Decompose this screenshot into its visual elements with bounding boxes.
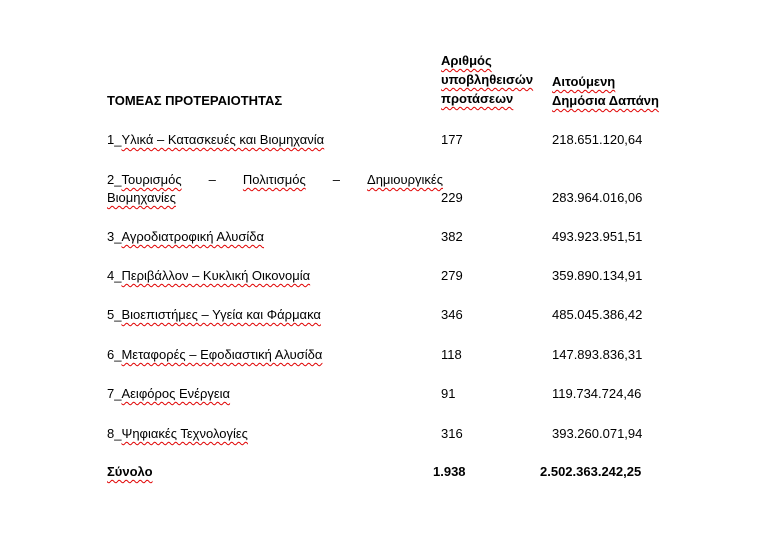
row-label xyxy=(107,171,443,189)
row-spending: 359.890.134,91 xyxy=(552,268,643,283)
header-proposals-line3: προτάσεων xyxy=(441,91,514,106)
row-spending: 218.651.120,64 xyxy=(552,132,643,147)
row-label xyxy=(107,385,230,403)
row-label xyxy=(107,131,324,149)
row-label xyxy=(107,346,322,364)
row-prefix: 1_ xyxy=(107,132,122,147)
row-spending: 283.964.016,06 xyxy=(552,190,643,205)
row-proposals: 346 xyxy=(441,307,463,322)
row-label-text: Βιοεπιστήμες – Υγεία και Φάρμακα xyxy=(121,307,321,322)
row-label-text: Υλικά – Κατασκευές και Βιομηχανία xyxy=(121,132,325,147)
header-proposals-line2: υποβληθεισών xyxy=(441,72,534,87)
row-label-part: – xyxy=(208,172,216,187)
row-prefix: 8_ xyxy=(107,426,122,441)
row-label xyxy=(107,425,248,443)
header-sector: ΤΟΜΕΑΣ ΠΡΟΤΕΡΑΙΟΤΗΤΑΣ xyxy=(107,93,283,108)
row-proposals: 382 xyxy=(441,229,463,244)
row-label xyxy=(107,306,321,324)
row-prefix: 4_ xyxy=(107,268,122,283)
row-label-text: Μεταφορές – Εφοδιαστική Αλυσίδα xyxy=(121,347,323,362)
row-prefix: 6_ xyxy=(107,347,122,362)
row-spending: 493.923.951,51 xyxy=(552,229,643,244)
row-label-text: Αειφόρος Ενέργεια xyxy=(121,386,231,401)
header-spending-line2: Δημόσια Δαπάνη xyxy=(552,93,659,108)
row-proposals: 118 xyxy=(441,347,462,362)
row-label-part: – xyxy=(332,172,340,187)
row-prefix: 3_ xyxy=(107,229,122,244)
row-spending: 119.734.724,46 xyxy=(552,386,642,401)
row-proposals: 229 xyxy=(441,190,463,205)
row-label-text: Αγροδιατροφική Αλυσίδα xyxy=(121,229,265,244)
total-label: Σύνολο xyxy=(107,464,153,479)
row-label xyxy=(107,228,264,246)
row-label xyxy=(107,267,310,285)
row-spending: 147.893.836,31 xyxy=(552,347,643,362)
row-spending: 485.045.386,42 xyxy=(552,307,643,322)
row-proposals: 316 xyxy=(441,426,463,441)
total-spending: 2.502.363.242,25 xyxy=(540,464,642,479)
row-label-text: Περιβάλλον – Κυκλική Οικονομία xyxy=(121,268,311,283)
total-proposals: 1.938 xyxy=(433,464,466,479)
header-proposals-line1: Αριθμός xyxy=(441,53,492,68)
row-prefix: 7_ xyxy=(107,386,122,401)
header-spending-line1: Αιτούμενη xyxy=(552,74,616,89)
row-proposals: 91 xyxy=(441,386,456,401)
row-label-text: Ψηφιακές Τεχνολογίες xyxy=(121,426,248,441)
row-label-line2: Βιομηχανίες xyxy=(107,190,176,205)
row-label-part: Δημιουργικές xyxy=(367,172,443,187)
row-prefix: 5_ xyxy=(107,307,122,322)
row-label-part: Πολιτισμός xyxy=(242,172,306,187)
row-label-part: 2_Τουρισμός xyxy=(107,172,182,187)
row-spending: 393.260.071,94 xyxy=(552,426,643,441)
row-proposals: 177 xyxy=(441,132,463,147)
row-proposals: 279 xyxy=(441,268,463,283)
